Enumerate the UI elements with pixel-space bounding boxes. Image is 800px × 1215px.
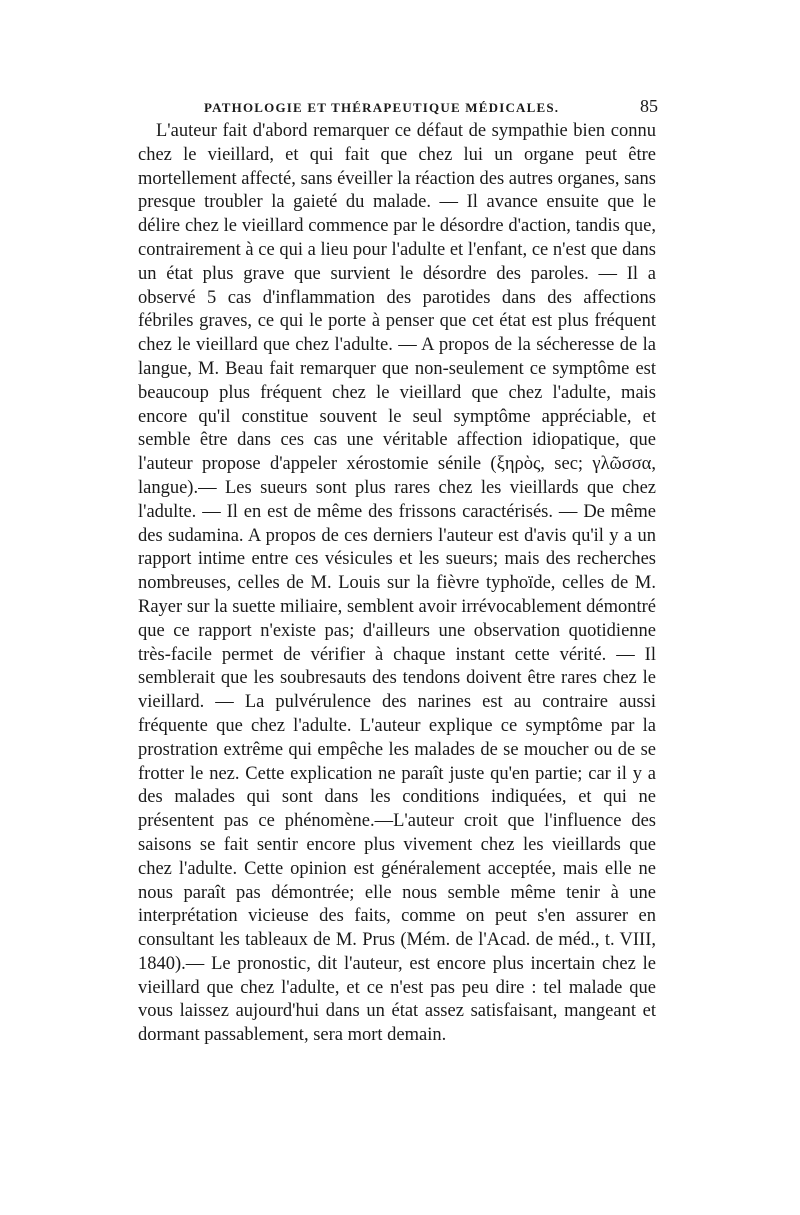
book-page bbox=[138, 96, 656, 1048]
body-paragraph: L'auteur fait d'abord remarquer ce défaut de sympathie bien connu chez le vieillard, et qui fait que chez lui un organe peut être mortellement affecté, sans éveiller la réaction des autres organes, sans presque troubler la gaieté du malade. — Il avance ensuite que le délire chez le vieillard commence par le désordre d'action, tandis que, contrairement à ce qui a lieu pour l'adulte et l'enfant, ce n'est que dans un état plus grave que survient le désordre des paroles. — Il a observé 5 cas d'inflammation des parotides dans des affections fébriles graves, ce qui le porte à penser que cet état est plus fréquent chez le vieillard que chez l'adulte. — A propos de la sécheresse de la langue, M. Beau fait remarquer que non-seulement ce symptôme est beaucoup plus fréquent chez le vieillard que chez l'adulte, mais encore qu'il constitue souvent le seul symptôme appréciable, et semble être dans ces cas une véritable affection idiopatique, que l'auteur propose d'appeler xérostomie sénile (ξηρὸς, sec; γλῶσσα, langue).— Les sueurs sont plus rares chez les vieillards que chez l'adulte. — Il en est de même des frissons caractérisés. — De même des sudamina. A propos de ces derniers l'auteur est d'avis qu'il y a un rapport intime entre ces vésicules et les sueurs; mais des recherches nombreuses, celles de M. Louis sur la fièvre typhoïde, celles de M. Rayer sur la suette miliaire, semblent avoir irrévocablement démontré que ce rapport n'existe pas; d'ailleurs une observation quotidienne très-facile permet de vérifier à chaque instant cette vérité. — Il semblerait que les soubresauts des tendons doivent être rares chez le vieillard. — La pulvérulence des narines est au contraire aussi fréquente que chez l'adulte. L'auteur explique ce symptôme par la prostration extrême qui empêche les malades de se moucher ou de se frotter le nez. Cette explication ne paraît juste qu'en partie; car il y a des malades qui sont dans les conditions indiquées, et qui ne présentent pas ce phénomène.—L'auteur croit que l'influence des saisons se fait sentir encore plus vivement chez les vieillards que chez l'adulte. Cette opinion est généralement acceptée, mais elle ne nous paraît pas démontrée; elle nous semble même tenir à une interprétation vicieuse des faits, comme on peut s'en assurer en consultant les tableaux de M. Prus (Mém. de l'Acad. de méd., t. VIII, 1840).— Le pronostic, dit l'auteur, est encore plus incertain chez le vieillard que chez l'adulte, et ce n'est pas peu dire : tel malade que vous laissez aujourd'hui dans un état assez satisfaisant, mangeant et dormant passablement, sera mort demain. bbox=[138, 121, 656, 1046]
page-header bbox=[138, 96, 656, 120]
running-title: PATHOLOGIE ET THÉRAPEUTIQUE MÉDICALES. bbox=[204, 100, 560, 115]
page-number: 85 bbox=[640, 96, 658, 116]
